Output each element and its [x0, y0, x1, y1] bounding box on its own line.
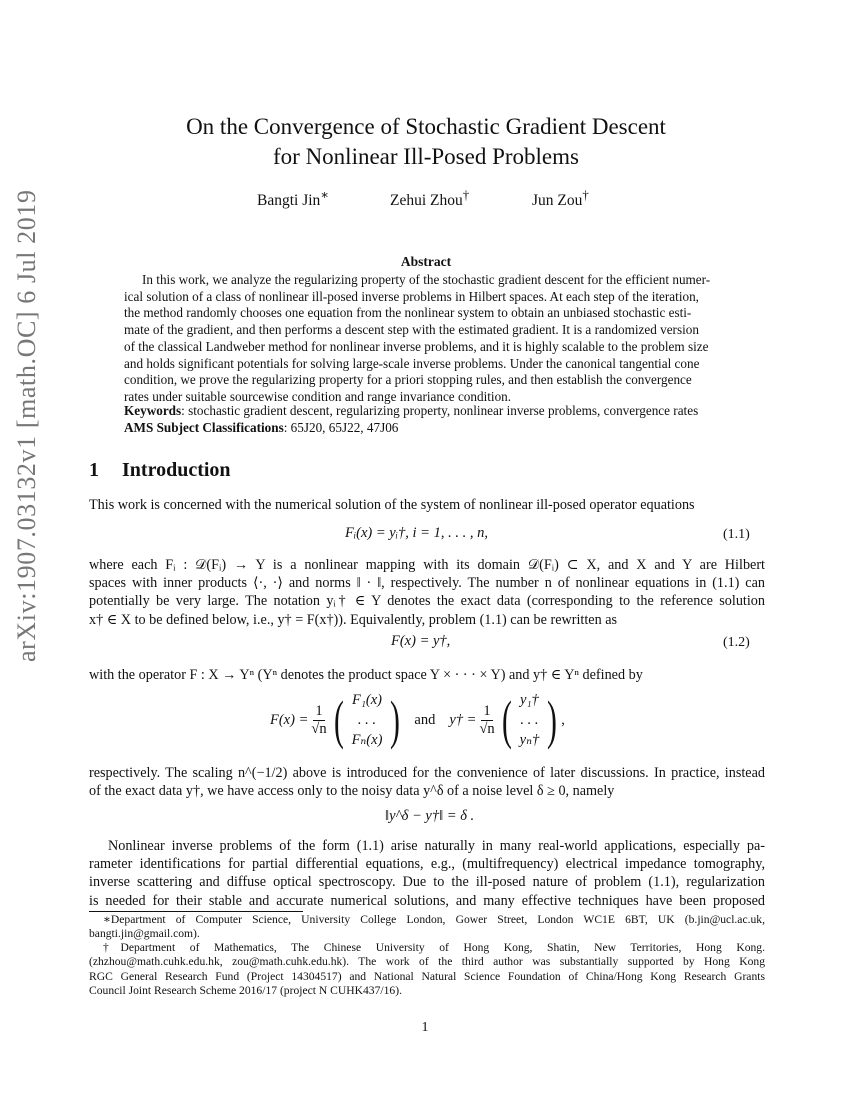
left-paren: ( [333, 690, 344, 750]
abstract-heading: Abstract [400, 254, 452, 269]
paragraph-1 [89, 556, 765, 629]
title-line-2: for Nonlinear Ill-Posed Problems [273, 144, 579, 169]
paragraph-line: inverse scattering and diffuse optical spectroscopy. Due to the ill-posed nature of problem (1.1), regularization [89, 874, 765, 891]
abstract-line: rates under suitable sourcewise condition and range invariance condition. [124, 388, 512, 404]
paragraph-2: with the operator F : X → Yⁿ (Yⁿ denotes the product space Y × · · · × Y) and y† ∈ Yⁿ defined by [89, 667, 643, 683]
author-3 [532, 187, 589, 210]
page-number: 1 [421, 1020, 429, 1035]
and-word: and [414, 711, 436, 728]
vector-entry: . . . [520, 712, 539, 728]
author-mark: † [582, 187, 589, 202]
author-2 [390, 187, 469, 210]
vector-y [520, 690, 540, 750]
author-mark: † [462, 187, 470, 202]
vector-entry: F₁(x) [351, 692, 382, 708]
footnote-line: RGC General Research Fund (Project 14304517) and National Natural Science Foundation of China/Hong Kong Research Grants [89, 969, 765, 983]
author-name: Bangti Jin [257, 192, 321, 210]
keywords [124, 403, 744, 420]
paragraph-3 [89, 764, 765, 800]
matrix-lhs: F(x) = [270, 711, 309, 728]
paragraph-line: is needed for their stable and accurate numerical solutions, and many effective techniques have been proposed [89, 892, 765, 909]
equation-noise-level: ‖y^δ − y†‖ = δ . [385, 808, 475, 824]
footnote-line: bangti.jin@gmail.com). [89, 927, 200, 941]
keywords-text: : stochastic gradient descent, regularizing property, nonlinear inverse problems, convergence rates [181, 403, 699, 418]
left-paren: ( [501, 690, 512, 750]
vector-entry: yₙ† [519, 732, 540, 748]
author-name: Zehui Zhou [390, 192, 463, 210]
arxiv-stamp: arXiv:1907.03132v1 [math.OC] 6 Jul 2019 [12, 189, 41, 662]
paper-title [90, 112, 762, 172]
keywords-label: Keywords [124, 403, 182, 418]
abstract-line: of the classical Landweber method for nonlinear inverse problems, and it is highly scalable to the problem size [124, 338, 709, 354]
right-paren: ) [547, 690, 558, 750]
ams-text: : 65J20, 65J22, 47J06 [283, 420, 399, 435]
abstract-line: ical solution of a class of nonlinear ill-posed inverse problems in Hilbert spaces. At each step of the iteration, [124, 288, 699, 304]
abstract-line: the method randomly chooses one equation from the nonlinear system to obtain an unbiased stochastic esti- [124, 305, 692, 321]
equation-1-1: Fᵢ(x) = yᵢ†, i = 1, . . . , n, [345, 525, 488, 541]
footnote-line: †Department of Mathematics, The Chinese University of Hong Kong, Shatin, New Territories, Hong Kong. [103, 941, 765, 954]
paragraph-line: where each Fᵢ : 𝒟(Fᵢ) → Y is a nonlinear mapping with its domain 𝒟(Fᵢ) ⊂ X, and X and Y are Hilbert [89, 557, 765, 573]
footnote-rule [89, 911, 303, 912]
footnote-2 [89, 941, 765, 998]
intro-line: This work is concerned with the numerical solution of the system of nonlinear ill-posed operator equations [89, 497, 695, 513]
section-number: 1 [89, 459, 99, 481]
author-name: Jun Zou [532, 192, 583, 210]
section-title: Introduction [122, 459, 231, 481]
paragraph-line: potentially be very large. The notation yᵢ† ∈ Y denotes the exact data (corresponding to the reference solution [89, 593, 765, 610]
abstract-line: In this work, we analyze the regularizing property of the stochastic gradient descent for the efficient numer- [142, 272, 711, 287]
fraction-denominator: √n [311, 720, 327, 737]
footnote-line: ∗Department of Computer Science, University College London, Gower Street, London WC1E 6BT, UK (b.jin@ucl.ac.uk, [103, 913, 765, 926]
abstract-line: mate of the gradient, and then performs a descent step with the estimated gradient. It is a randomized version [124, 322, 699, 338]
paragraph-line: rameter identifications for partial differential equations, e.g., (multifrequency) electrical impedance tomography, [89, 856, 765, 873]
ams-label: AMS Subject Classifications [124, 420, 284, 435]
vector-F [352, 690, 383, 750]
fraction [311, 703, 326, 738]
footnote-line: (zhzhou@math.cuhk.edu.hk, zou@math.cuhk.edu.hk). The work of the third author was substantially supported by Hong Kong [89, 955, 765, 969]
equation-number-1-2: (1.2) [723, 635, 750, 650]
paragraph-line: x† ∈ X to be defined below, i.e., y† = F(x†)). Equivalently, problem (1.1) can be rewritten as [89, 611, 618, 628]
vector-entry: . . . [357, 712, 377, 728]
matrix-tail: , [561, 711, 565, 728]
author-1 [257, 187, 329, 210]
author-mark: ∗ [320, 187, 330, 202]
paragraph-line: respectively. The scaling n^(−1/2) above is introduced for the convenience of later discussions. In practice, instead [89, 765, 765, 781]
vector-entry: y₁† [520, 692, 539, 708]
paragraph-line: Nonlinear inverse problems of the form (1.1) arise naturally in many real-world applications, especially pa- [108, 838, 765, 854]
matrix-equation [270, 688, 565, 752]
paragraph-4 [89, 837, 765, 910]
title-line-1: On the Convergence of Stochastic Gradient Descent [186, 114, 666, 139]
fraction-denominator: √n [479, 720, 495, 737]
abstract-line: condition, we prove the regularizing property for a priori stopping rules, and then establish the convergence [124, 372, 692, 388]
equation-1-2: F(x) = y†, [391, 633, 451, 649]
ams-classification [124, 420, 730, 437]
vector-entry: Fₙ(x) [351, 732, 383, 748]
fraction-numerator: 1 [315, 702, 323, 719]
fraction [479, 703, 494, 738]
right-paren: ) [390, 690, 401, 750]
abstract-body [124, 272, 730, 406]
paragraph-line: of the exact data y†, we have access only to the noisy data y^δ of a noise level δ ≥ 0, namely [89, 783, 615, 800]
footnote-1 [89, 913, 765, 942]
matrix-rhs-lhs: y† = [449, 711, 477, 728]
fraction-numerator: 1 [483, 702, 491, 719]
footnote-line: Council Joint Research Scheme 2016/17 (project N CUHK437/16). [89, 983, 402, 997]
paragraph-line: spaces with inner products ⟨·, ·⟩ and norms ‖ · ‖, respectively. The number n of nonlinear equations in (1.1) can [89, 575, 765, 592]
abstract-line: and holds significant potentials for solving large-scale inverse problems. Under the canonical tangential cone [124, 355, 700, 371]
equation-number-1-1: (1.1) [723, 527, 750, 542]
